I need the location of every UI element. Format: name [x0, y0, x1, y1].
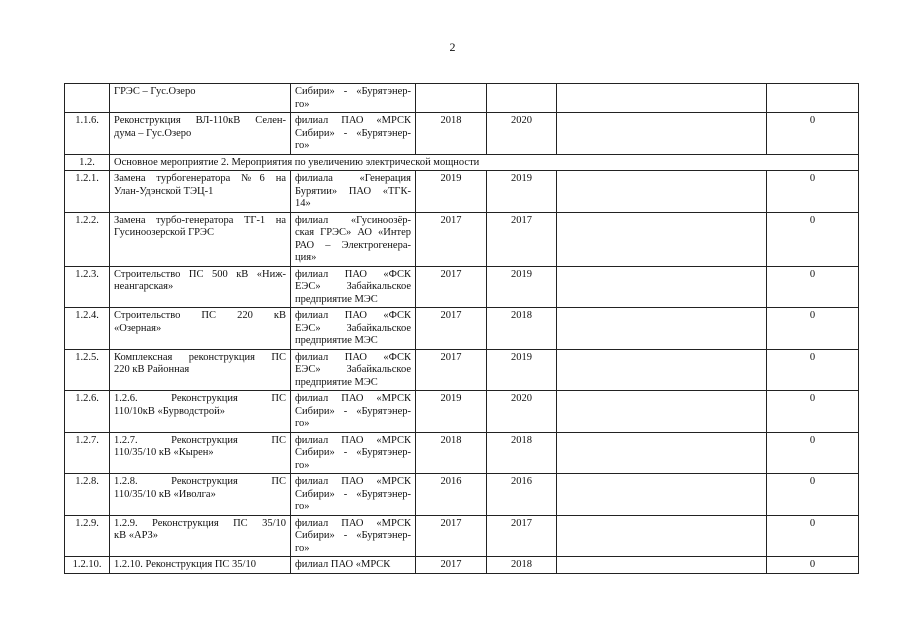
executor	[291, 266, 416, 308]
measure-name-line: Комплексная реконструкция ПС	[114, 351, 286, 363]
table-row	[65, 515, 859, 557]
measure-name-line: Улан-Удэнской ТЭЦ-1	[114, 185, 214, 197]
value-cell: 0	[767, 432, 859, 474]
executor-line: предприятие МЭС	[295, 293, 378, 305]
measure-name	[110, 171, 291, 213]
year-start: 2016	[416, 474, 487, 516]
table-body	[65, 84, 859, 574]
executor-line: Сибири» - «Бурятэнер-	[295, 86, 411, 97]
measure-name-line: кВ «АРЗ»	[114, 530, 159, 541]
empty-cell	[557, 308, 767, 350]
value-cell: 0	[767, 474, 859, 516]
executor-line: предприятие МЭС	[295, 335, 378, 346]
executor-line: Бурятии» ПАО «ТГК-	[295, 185, 411, 197]
value-cell: 0	[767, 266, 859, 308]
year-end: 2016	[487, 474, 557, 516]
measure-name-line: Гусиноозерской ГРЭС	[114, 227, 214, 238]
measure-name-line: Строительство ПС 500 кВ «Ниж-	[114, 268, 286, 280]
value-cell: 0	[767, 212, 859, 266]
year-end: 2018	[487, 308, 557, 350]
executor	[291, 391, 416, 433]
year-end: 2018	[487, 432, 557, 474]
year-end: 2019	[487, 349, 557, 391]
table-row	[65, 308, 859, 350]
executor-line: РАО – Электрогенера-	[295, 239, 411, 251]
year-start: 2017	[416, 515, 487, 557]
item-number: 1.2.7.	[65, 432, 110, 474]
executor-line: ЕЭС» Забайкальское	[295, 322, 411, 334]
year-start: 2017	[416, 266, 487, 308]
year-end: 2017	[487, 515, 557, 557]
empty-cell	[557, 212, 767, 266]
executor-line: филиала «Генерация	[295, 173, 411, 184]
measure-name	[110, 349, 291, 391]
empty-cell	[557, 171, 767, 213]
year-end: 2019	[487, 266, 557, 308]
item-number	[65, 84, 110, 113]
value-cell: 0	[767, 391, 859, 433]
executor-line: го»	[295, 140, 310, 151]
item-number: 1.2.10.	[65, 557, 110, 574]
table-row	[65, 391, 859, 433]
measure-name-line: 1.2.6. Реконструкция ПС	[114, 393, 286, 404]
measure-name-line: 220 кВ Районная	[114, 364, 190, 375]
year-start: 2019	[416, 171, 487, 213]
year-start: 2017	[416, 557, 487, 574]
table-row	[65, 557, 859, 574]
measure-name	[110, 474, 291, 516]
value-cell: 0	[767, 171, 859, 213]
measure-name	[110, 308, 291, 350]
item-number: 1.2.2.	[65, 212, 110, 266]
item-number: 1.2.4.	[65, 308, 110, 350]
empty-cell	[557, 432, 767, 474]
executor	[291, 515, 416, 557]
measure-name-line: 110/35/10 кВ «Кырен»	[114, 447, 214, 458]
table-row	[65, 349, 859, 391]
measure-name-line: 110/10кВ «Бурводстрой»	[114, 405, 225, 417]
executor	[291, 212, 416, 266]
executor-line: го»	[295, 459, 310, 471]
empty-cell	[557, 113, 767, 155]
executor	[291, 474, 416, 516]
value-cell	[767, 84, 859, 113]
measure-name	[110, 515, 291, 557]
measure-name	[110, 557, 291, 574]
empty-cell	[557, 84, 767, 113]
executor-line: филиал ПАО «МРСК	[295, 434, 411, 446]
year-start: 2017	[416, 349, 487, 391]
item-number: 1.1.6.	[65, 113, 110, 155]
executor	[291, 557, 416, 574]
measure-name	[110, 113, 291, 155]
year-end	[487, 84, 557, 113]
year-start: 2018	[416, 432, 487, 474]
executor-line: филиал ПАО «МРСК	[295, 517, 411, 529]
page-number: 2	[449, 40, 456, 54]
executor-line: ЕЭС» Забайкальское	[295, 281, 411, 292]
measure-name-line: Замена турбогенератора №6 на	[114, 173, 286, 184]
executor-line: 14»	[295, 198, 311, 209]
empty-cell	[557, 391, 767, 433]
item-number: 1.2.3.	[65, 266, 110, 308]
executor-line: филиал «Гусиноозёр-	[295, 214, 411, 226]
measure-name-line: «Озерная»	[114, 322, 162, 334]
empty-cell	[557, 474, 767, 516]
executor	[291, 349, 416, 391]
executor-line: Сибири» - «Бурятэнер-	[295, 447, 411, 458]
item-number: 1.2.6.	[65, 391, 110, 433]
value-cell: 0	[767, 515, 859, 557]
year-end: 2020	[487, 113, 557, 155]
value-cell: 0	[767, 557, 859, 574]
item-number: 1.2.5.	[65, 349, 110, 391]
measure-name-line: дума – Гус.Озеро	[114, 127, 192, 139]
measure-name	[110, 432, 291, 474]
year-end: 2017	[487, 212, 557, 266]
executor-line: ция»	[295, 252, 317, 263]
executor	[291, 113, 416, 155]
table-row	[65, 474, 859, 516]
executor-line: филиал ПАО «ФСК	[295, 351, 411, 363]
year-end: 2018	[487, 557, 557, 574]
executor	[291, 171, 416, 213]
item-number: 1.2.1.	[65, 171, 110, 213]
executor	[291, 432, 416, 474]
measure-name	[110, 212, 291, 266]
empty-cell	[557, 515, 767, 557]
measure-name-line: 1.2.10. Реконструкция ПС 35/10	[114, 559, 256, 570]
measures-table	[64, 83, 859, 574]
executor	[291, 84, 416, 113]
section-row	[65, 154, 859, 171]
table-row	[65, 432, 859, 474]
item-number: 1.2.9.	[65, 515, 110, 557]
executor-line: филиал ПАО «МРСК	[295, 476, 411, 487]
executor-line: филиал ПАО «МРСК	[295, 559, 391, 570]
measure-name-line: неангарская»	[114, 281, 174, 292]
value-cell: 0	[767, 308, 859, 350]
executor-line: го»	[295, 418, 310, 429]
measure-name-line: Замена турбо-генератора ТГ-1 на	[114, 214, 286, 226]
executor	[291, 308, 416, 350]
executor-line: Сибири» - «Бурятэнер-	[295, 127, 411, 139]
executor-line: го»	[295, 98, 310, 110]
empty-cell	[557, 266, 767, 308]
year-start: 2019	[416, 391, 487, 433]
year-start: 2017	[416, 212, 487, 266]
measure-name-line: 1.2.9. Реконструкция ПС 35/10	[114, 517, 286, 529]
table-row	[65, 84, 859, 113]
executor-line: филиал ПАО «МРСК	[295, 393, 411, 404]
table-row	[65, 212, 859, 266]
year-end: 2020	[487, 391, 557, 433]
table-row	[65, 171, 859, 213]
table-row	[65, 113, 859, 155]
year-start	[416, 84, 487, 113]
measure-name-line: 110/35/10 кВ «Иволга»	[114, 488, 216, 500]
item-number: 1.2.	[65, 154, 110, 171]
executor-line: го»	[295, 501, 310, 512]
measure-name-line: 1.2.7. Реконструкция ПС	[114, 434, 286, 446]
empty-cell	[557, 557, 767, 574]
item-number: 1.2.8.	[65, 474, 110, 516]
year-end: 2019	[487, 171, 557, 213]
table-row	[65, 266, 859, 308]
value-cell: 0	[767, 113, 859, 155]
value-cell: 0	[767, 349, 859, 391]
executor-line: предприятие МЭС	[295, 376, 378, 388]
measure-name-line: ГРЭС – Гус.Озеро	[114, 86, 196, 97]
executor-line: филиал ПАО «ФСК	[295, 268, 411, 280]
executor-line: ЕЭС» Забайкальское	[295, 364, 411, 375]
executor-line: Сибири» - «Бурятэнер-	[295, 405, 411, 417]
executor-line: Сибири» - «Бурятэнер-	[295, 488, 411, 500]
measure-name	[110, 84, 291, 113]
section-title: Основное мероприятие 2. Мероприятия по увеличению электрической мощности	[110, 154, 859, 171]
year-start: 2018	[416, 113, 487, 155]
year-start: 2017	[416, 308, 487, 350]
executor-line: филиал ПАО «ФСК	[295, 310, 411, 321]
measure-name	[110, 391, 291, 433]
executor-line: филиал ПАО «МРСК	[295, 115, 411, 126]
measure-name-line: Строительство ПС 220 кВ	[114, 310, 286, 321]
empty-cell	[557, 349, 767, 391]
measure-name-line: 1.2.8. Реконструкция ПС	[114, 476, 286, 487]
executor-line: Сибири» - «Бурятэнер-	[295, 530, 411, 541]
measure-name	[110, 266, 291, 308]
executor-line: ская ГРЭС» АО «Интер	[295, 227, 411, 238]
measure-name-line: Реконструкция ВЛ-110кВ Селен-	[114, 115, 286, 126]
executor-line: го»	[295, 542, 310, 554]
